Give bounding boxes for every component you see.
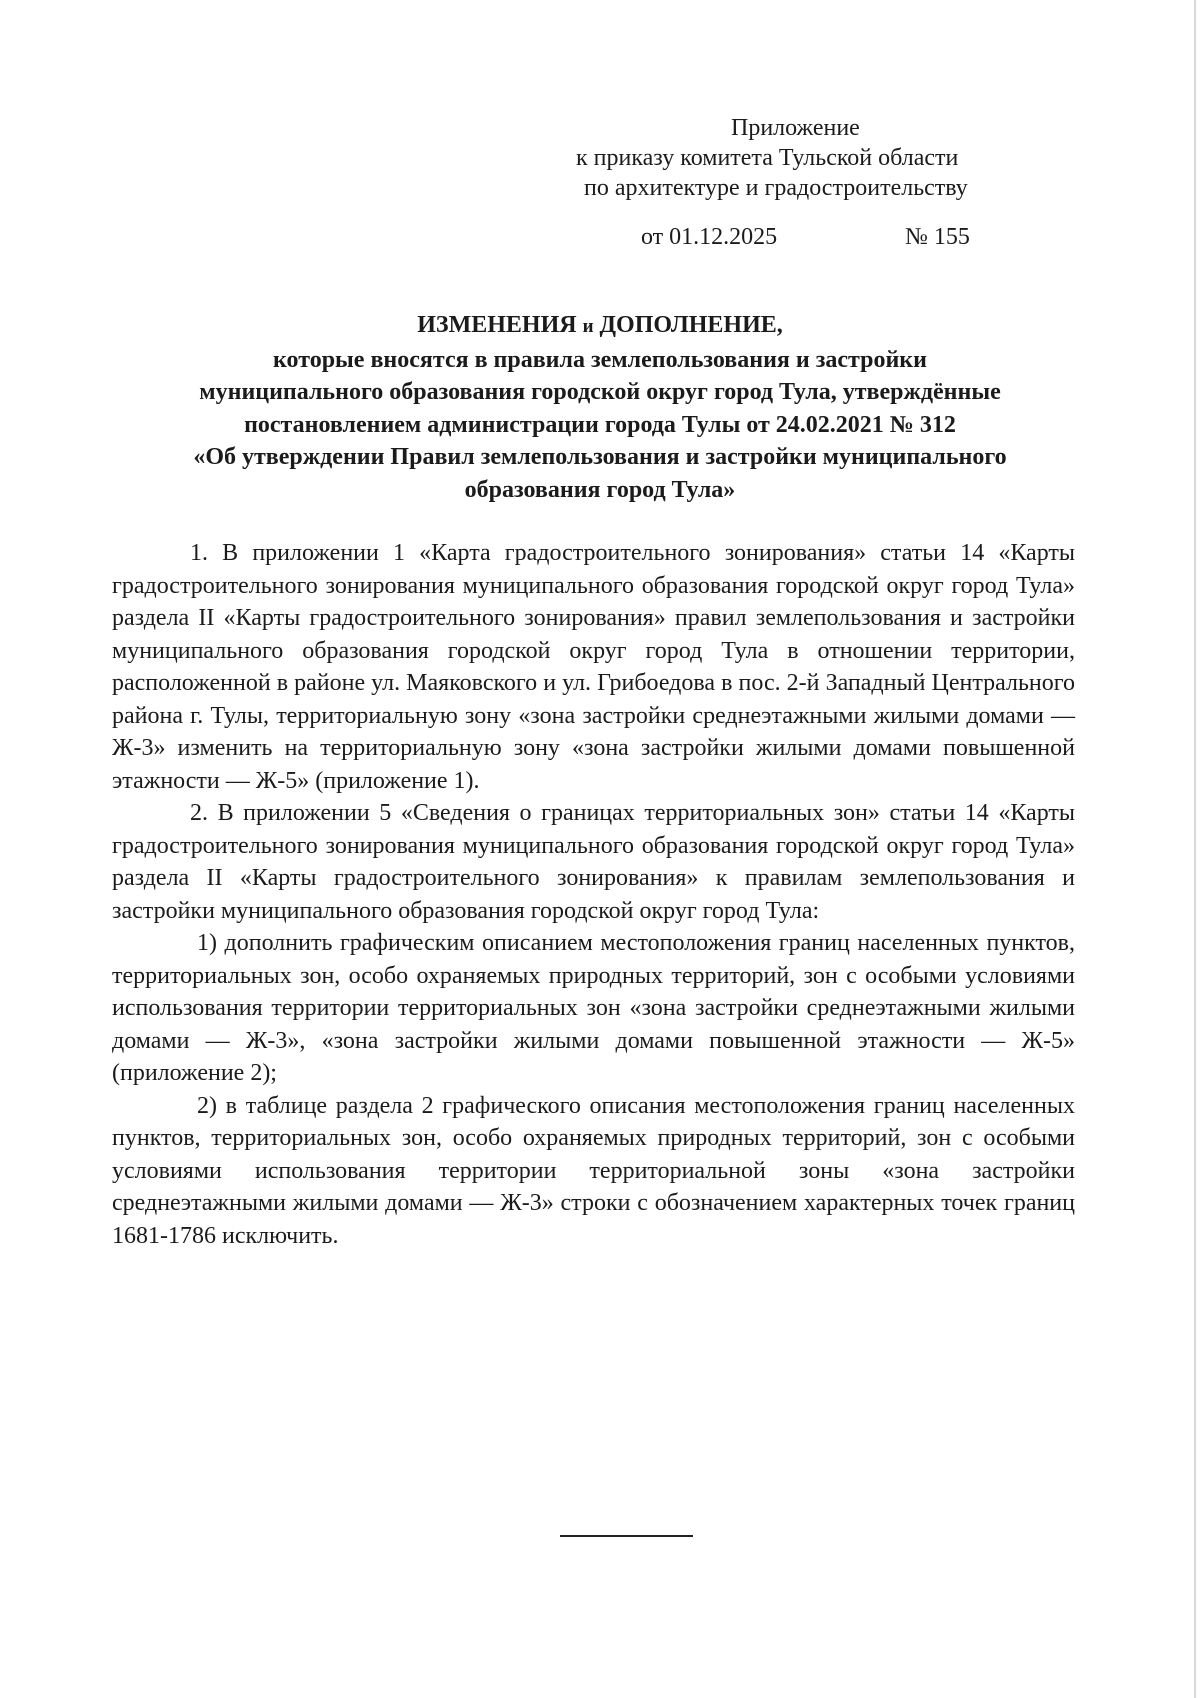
appendix-header: [576, 113, 1056, 203]
order-date-number: [641, 222, 1021, 252]
page-edge-line: [1194, 0, 1196, 1698]
title-line-6: образования город Тула»: [464, 476, 736, 503]
title-addition: ДОПОЛНЕНИЕ,: [599, 312, 783, 338]
paragraph-2: 2. В приложении 5 «Сведения о границах территориальных зон» статьи 14 «Карты градостроительного зонирования муниципального образования городской округ город Тула» раздела II «Карты градостроительного зонирования» к правилам землепользования и застройки муниципального образования городской округ город Тула:: [112, 800, 1075, 924]
appendix-committee: по архитектуре и градостроительству: [584, 175, 968, 201]
title-changes: ИЗМЕНЕНИЯ: [417, 312, 577, 338]
end-of-document-rule: [560, 1535, 693, 1537]
title-line-4: постановлением администрации города Тулы от 24.02.2021 № 312: [244, 411, 956, 438]
title-line-1: [100, 309, 1100, 344]
title-line-5: «Об утверждении Правил землепользования и застройки муниципального: [193, 444, 1007, 470]
title-line-3: муниципального образования городской округ город Тула, утверждённые: [199, 379, 1001, 405]
paragraph-1: 1. В приложении 1 «Карта градостроительного зонирования» статьи 14 «Карты градостроительного зонирования муниципального образования городской округ город Тула» раздела II «Карты градостроительного зонирования» правил землепользования и застройки муниципального образования городской округ город Тула в отношении территории, расположенной в районе ул. Маяковского и ул. Грибоедова в пос. 2-й Западный Центрального района г. Тулы, территориальную зону «зона застройки среднеэтажными жилыми домами — Ж-3» изменить на территориальную зону «зона застройки жилыми домами повышенной этажности — Ж-5» (приложение 1).: [112, 540, 1075, 794]
title-conjunction: и: [582, 316, 594, 337]
appendix-label: Приложение: [731, 115, 860, 141]
appendix-order-ref: к приказу комитета Тульской области: [576, 145, 959, 171]
title-line-2: которые вносятся в правила землепользования и застройки: [273, 346, 927, 373]
document-title: [100, 309, 1100, 506]
order-date: от 01.12.2025: [641, 224, 778, 250]
paragraph-2-item-2: 2) в таблице раздела 2 графического описания местоположения границ населенных пунктов, территориальных зон, особо охраняемых природных территорий, зон с особыми условиями использования территории территориальной зоны «зона застройки среднеэтажными жилыми домами — Ж-3» строки с обозначением характерных точек границ 1681-1786 исключить.: [112, 1092, 1075, 1249]
paragraph-2-item-1: 1) дополнить графическим описанием местоположения границ населенных пунктов, территориальных зон, особо охраняемых природных территорий, зон с особыми условиями использования территории территориальных зон «зона застройки среднеэтажными жилыми домами — Ж-3», «зона застройки жилыми домами повышенной этажности — Ж-5» (приложение 2);: [112, 930, 1075, 1086]
document-body: [112, 537, 1075, 1252]
order-number: № 155: [905, 224, 970, 250]
